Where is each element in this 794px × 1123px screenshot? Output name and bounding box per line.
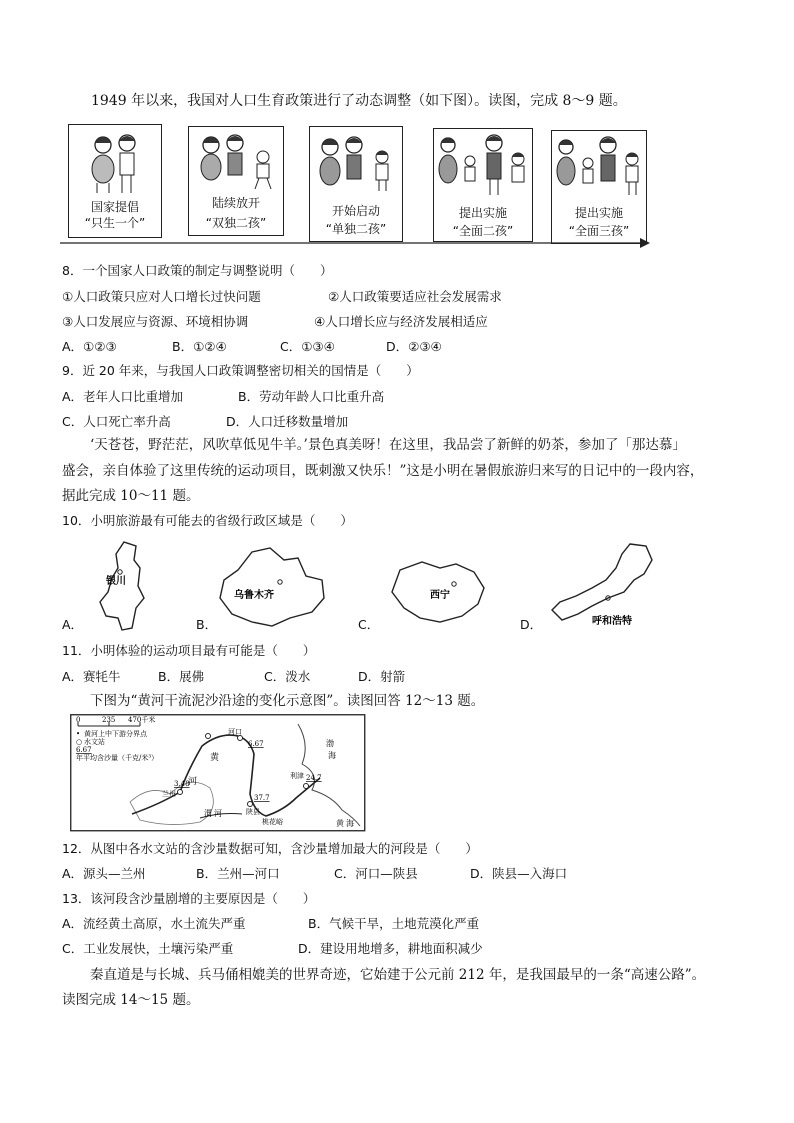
q11-option-b[interactable]: B．展佛 [158, 669, 205, 684]
label-hekou: 河口 [228, 728, 242, 736]
policy-4-line1: 提出实施 [458, 206, 507, 220]
intro-12-13: 下图为“黄河干流泥沙沿途的变化示意图”。读图回答 12～13 题。 [90, 693, 485, 709]
policy-3-line2: “单独二孩” [325, 222, 387, 236]
q11-option-c[interactable]: C．泼水 [264, 669, 311, 684]
legend-boundary: 黄河上中下游分界点 [84, 730, 147, 738]
family-illustration-2 [189, 127, 283, 191]
policy-1-line2: “只生一个” [84, 216, 146, 230]
legend-sediment: 年平均含沙量（千克/米³） [76, 754, 159, 762]
q8-statement-3: ③人口发展应与资源、环境相协调 [62, 314, 249, 329]
timeline-arrow [60, 236, 650, 250]
label-huang: 黄 [210, 753, 220, 763]
q13-option-b[interactable]: B．气候干旱，土地荒漠化严重 [308, 916, 480, 931]
policy-5-line2: “全面三孩” [568, 224, 630, 238]
inner-mongolia-outline-map [546, 540, 660, 632]
yellow-river-sediment-map [70, 714, 366, 832]
q13-stem: 13．该河段含沙量剧增的主要原因是（ ） [62, 891, 316, 906]
q11-stem: 11．小明体验的运动项目最有可能是（ ） [62, 643, 316, 658]
station-lijin [304, 784, 309, 789]
q10-stem: 10．小明旅游最有可能去的省级行政区域是（ ） [62, 513, 353, 528]
passage-10-11-line3: 据此完成 10～11 题。 [62, 488, 200, 504]
station-lanzhou [178, 790, 183, 795]
label-taohuayu: 桃花峪 [262, 818, 283, 826]
label-he: 河 [188, 777, 198, 787]
q13-option-c[interactable]: C．工业发展快，土壤污染严重 [62, 941, 234, 956]
q13-option-a[interactable]: A．流经黄土高原，水土流失严重 [62, 916, 246, 931]
policy-panel-2 [188, 126, 284, 236]
passage-14-15-line2: 读图完成 14～15 题。 [62, 992, 200, 1008]
value-lijin: 24.7 [306, 774, 322, 782]
passage-10-11-line1: ‘天苍苍，野茫茫，风吹草低见牛羊。’景色真美呀！在这里，我品尝了新鲜的奶茶，参加了「那达慕」 [90, 437, 686, 453]
label-huanghai-1: 黄 [336, 819, 344, 828]
label-lanzhou: 兰州 [162, 790, 176, 798]
city-urumqi: 乌鲁木齐 [234, 590, 274, 601]
q8-option-b[interactable]: B．①②④ [172, 339, 227, 354]
q10-option-c[interactable]: C． [358, 617, 380, 632]
station-shanxian [248, 802, 253, 807]
policy-panel-3 [309, 126, 403, 242]
policy-panel-1 [68, 124, 162, 238]
policy-4-line2: “全面二孩” [452, 224, 514, 238]
q8-statement-2: ②人口政策要适应社会发展需求 [328, 289, 502, 304]
q8-statement-1: ①人口政策只应对人口增长过快问题 [62, 289, 261, 304]
scale-0: 0 [76, 716, 81, 724]
station-hekou [238, 736, 243, 741]
q9-option-a[interactable]: A．老年人口比重增加 [62, 389, 184, 404]
label-shanxian: 陕县 [246, 808, 260, 816]
policy-1-line1: 国家提倡 [90, 200, 139, 214]
city-xining: 西宁 [430, 590, 450, 601]
q9-option-c[interactable]: C．人口死亡率升高 [62, 414, 171, 429]
family-illustration-4 [434, 129, 532, 199]
q9-option-b[interactable]: B．劳动年龄人口比重升高 [238, 389, 385, 404]
legend-station-icon: ○ [76, 738, 83, 746]
label-bo: 渤 [326, 739, 334, 748]
policy-2-line1: 陆续放开 [211, 196, 260, 210]
q8-statement-4: ④人口增长应与经济发展相适应 [314, 314, 488, 329]
q11-option-a[interactable]: A．赛牦牛 [62, 669, 121, 684]
legend-station: 水文站 [84, 738, 105, 746]
q8-option-a[interactable]: A．①②③ [62, 339, 117, 354]
q12-option-d[interactable]: D．陕县—入海口 [470, 866, 568, 881]
city-yinchuan: 银川 [106, 576, 126, 587]
qinghai-outline-map [382, 556, 494, 632]
policy-2-line2: “双独二孩” [205, 216, 267, 230]
passage-10-11-line2: 盛会，亲自体验了这里传统的运动项目，既刺激又快乐！”这是小明在暑假旅游归来写的日记中的一段内容， [62, 463, 704, 479]
q9-option-d[interactable]: D．人口迁移数量增加 [226, 414, 349, 429]
q12-option-b[interactable]: B．兰州—河口 [196, 866, 280, 881]
q11-option-d[interactable]: D．射箭 [358, 669, 406, 684]
value-hekou: 6.67 [248, 740, 264, 748]
legend-dot-icon: • [76, 730, 81, 738]
policy-3-line1: 开始启动 [331, 204, 380, 218]
q12-stem: 12．从图中各水文站的含沙量数据可知，含沙量增加最大的河段是（ ） [62, 841, 478, 856]
label-lijin: 利津 [290, 772, 304, 780]
q8-option-d[interactable]: D．②③④ [386, 339, 442, 354]
q10-option-d[interactable]: D． [520, 617, 543, 632]
legend-value-sample: 6.67 [76, 746, 92, 754]
scale-470km: 470千米 [128, 716, 156, 724]
passage-14-15-line1: 秦直道是与长城、兵马俑相媲美的世界奇迹，它始建于公元前 212 年，是我国最早的一条“高速公路”。 [90, 967, 706, 983]
policy-5-line1: 提出实施 [574, 206, 623, 220]
xinjiang-outline-map [212, 546, 330, 632]
value-lanzhou: 3.48 [174, 780, 190, 788]
policy-panel-4 [433, 128, 533, 242]
family-illustration-1 [69, 125, 161, 197]
q10-option-b[interactable]: B． [196, 617, 218, 632]
q12-option-c[interactable]: C．河口—陕县 [334, 866, 418, 881]
intro-8-9: 1949 年以来，我国对人口生育政策进行了动态调整（如下图）。读图，完成 8～9 题。 [91, 93, 627, 109]
ningxia-outline-map [84, 538, 154, 634]
value-shanxian: 37.7 [254, 794, 270, 802]
family-illustration-5 [552, 131, 646, 201]
label-wei-he: 河 [214, 809, 222, 818]
q8-stem: 8．一个国家人口政策的制定与调整说明（ ） [62, 263, 333, 278]
q8-option-c[interactable]: C．①③④ [280, 339, 335, 354]
q10-option-a[interactable]: A． [62, 617, 84, 632]
label-wei: 渭 [204, 809, 212, 818]
label-huanghai-2: 海 [346, 819, 354, 828]
family-illustration-3 [310, 127, 402, 195]
q9-stem: 9．近 20 年来，与我国人口政策调整密切相关的国情是（ ） [62, 363, 419, 378]
q13-option-d[interactable]: D．建设用地增多，耕地面积减少 [298, 941, 483, 956]
scale-235: 235 [102, 716, 116, 724]
label-hai: 海 [328, 751, 336, 760]
city-hohhot: 呼和浩特 [592, 616, 632, 627]
q12-option-a[interactable]: A．源头—兰州 [62, 866, 146, 881]
policy-panel-5 [551, 130, 647, 244]
